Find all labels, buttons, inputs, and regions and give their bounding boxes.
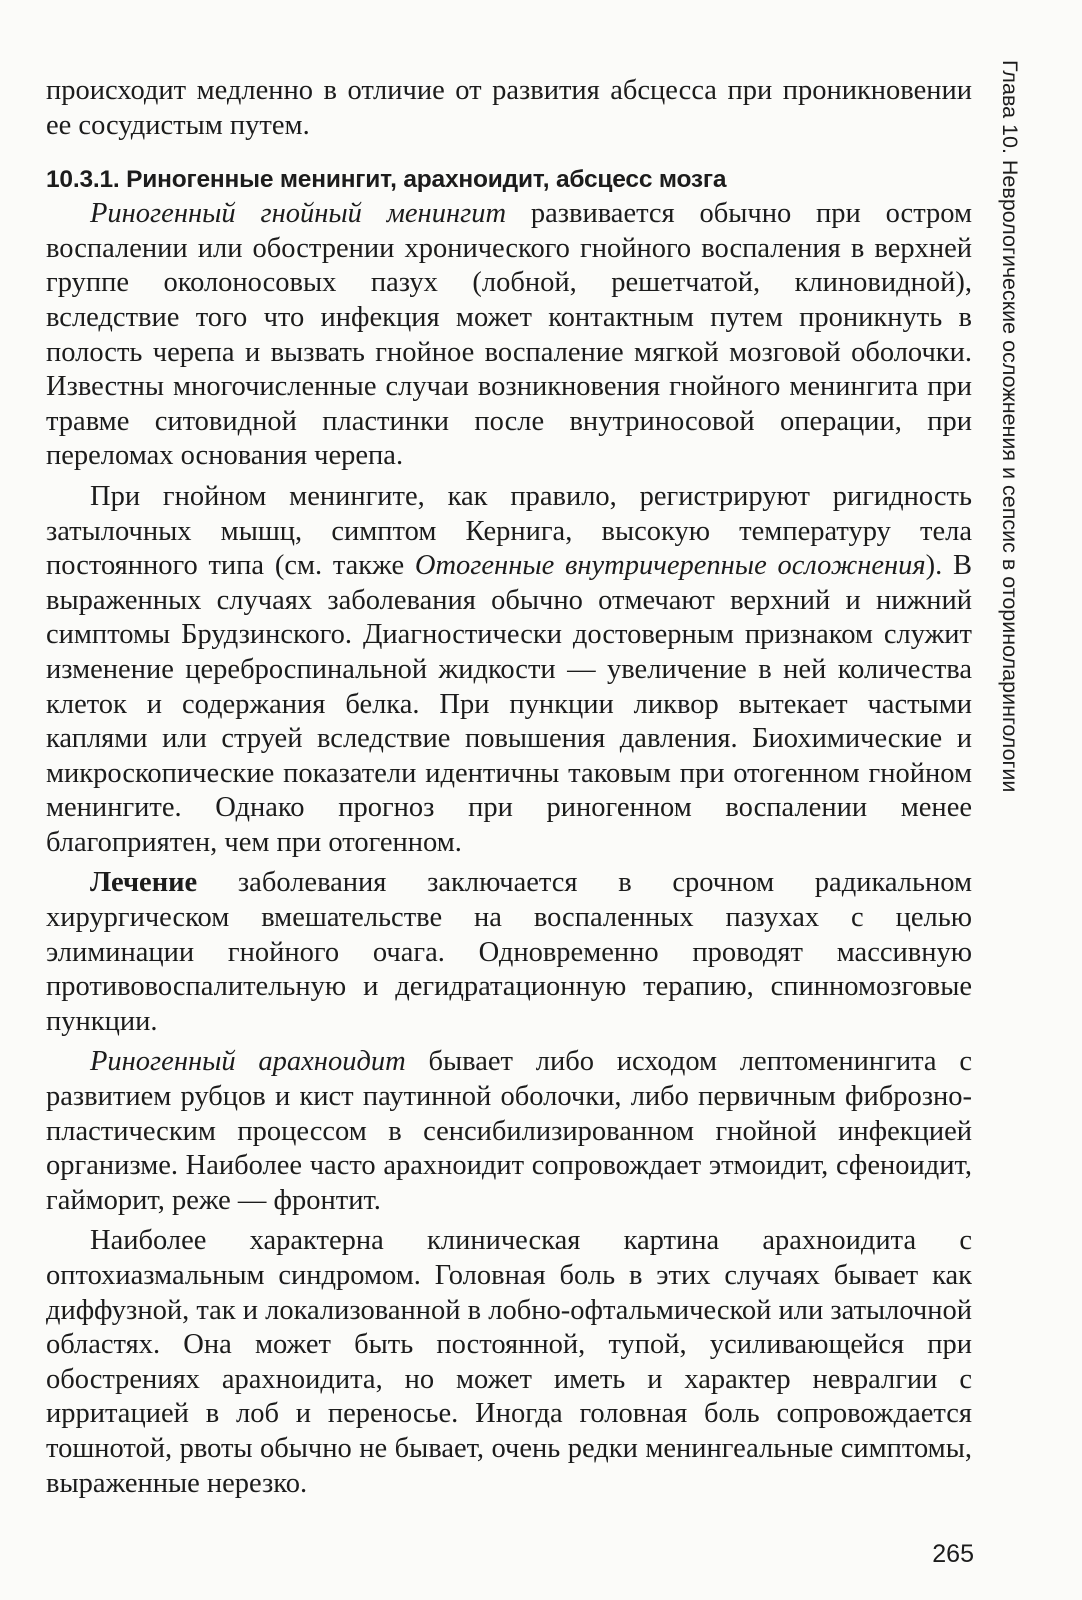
paragraph-text: При гнойном менингите, как правило, регистрируют ригидность затылочных мышц, симптом Кернига, высокую температуру тела постоянного типа (см. также	[46, 480, 972, 582]
paragraph-meningitis	[46, 197, 972, 474]
page-body	[46, 74, 972, 1501]
paragraph-arachnoiditis	[46, 1045, 972, 1218]
paragraph-text: ). В выраженных случаях заболевания обычно отмечают верхний и нижний симптомы Брудзинского. Диагностически достоверным признаком служит изменение цереброспинальной жидкости — увеличение в ней количества клеток и содержания белка. При пункции ликвор вытекает частыми каплями или струей вследствие повышения давления. Биохимические и микроскопические показатели идентичны таковым при отогенном гнойном менингите. Однако прогноз при риногенном воспалении менее благоприятен, чем при отогенном.	[46, 550, 973, 858]
paragraph-clinical-picture: Наиболее характерна клиническая картина арахноидита с оптохиазмальным синдромом. Головная боль в этих случаях бывает как диффузной, так и локализованной в лобно-офтальмической или затылочной областях. Она может быть постоянной, тупой, усиливающейся при обострениях арахноидита, но может иметь и характер невралгии с ирритацией в лоб и переносье. Иногда головная боль сопровождается тошнотой, рвоты обычно не бывает, очень редки менингеальные симптомы, выраженные нерезко.	[46, 1225, 972, 1499]
paragraph-text: бывает либо исходом лептоменингита с развитием рубцов и кист паутинной оболочки, либо первичным фиброзно-пластическим процессом в сенсибилизированном гнойной инфекцией организме. Наиболее часто арахноидит сопровождает этмоидит, сфеноидит, гайморит, реже — фронтит.	[46, 1046, 972, 1216]
paragraph-symptoms	[46, 480, 972, 861]
running-head-text: Глава 10. Неврологические осложнения и сепсис в оториноларингологии	[998, 60, 1022, 793]
paragraph-text: заболевания заключается в срочном радикальном хирургическом вмешательстве на воспаленных пазухах с целью элиминации гнойного очага. Одновременно проводят массивную противовоспалительную и дегидратационную терапию, спинномозговые пункции.	[46, 867, 972, 1037]
term-rhinogenic-arachnoiditis: Риногенный арахноидит	[90, 1046, 406, 1078]
term-treatment: Лечение	[90, 867, 198, 899]
page-number: 265	[932, 1540, 974, 1568]
term-rhinogenic-meningitis: Риногенный гнойный менингит	[90, 198, 507, 230]
cross-reference: Отогенные внутричерепные осложнения	[414, 550, 926, 582]
running-head	[992, 60, 1022, 920]
intro-paragraph: происходит медленно в отличие от развития абсцесса при проникновении ее сосудистым путем.	[46, 75, 972, 141]
paragraph-text: развивается обычно при остром воспалении или обострении хронического гнойного воспаления в верхней группе околоносовых пазух (лобной, решетчатой, клиновидной), вследствие того что инфекция может контактным путем проникнуть в полость черепа и вызвать гнойное воспаление мягкой мозговой оболочки. Известны многочисленные случаи возникновения гнойного менингита при травме ситовидной пластинки после внутриносовой операции, при переломах основания черепа.	[46, 198, 972, 472]
section-heading: 10.3.1. Риногенные менингит, арахноидит, абсцесс мозга	[46, 166, 727, 194]
paragraph-treatment	[46, 866, 972, 1039]
